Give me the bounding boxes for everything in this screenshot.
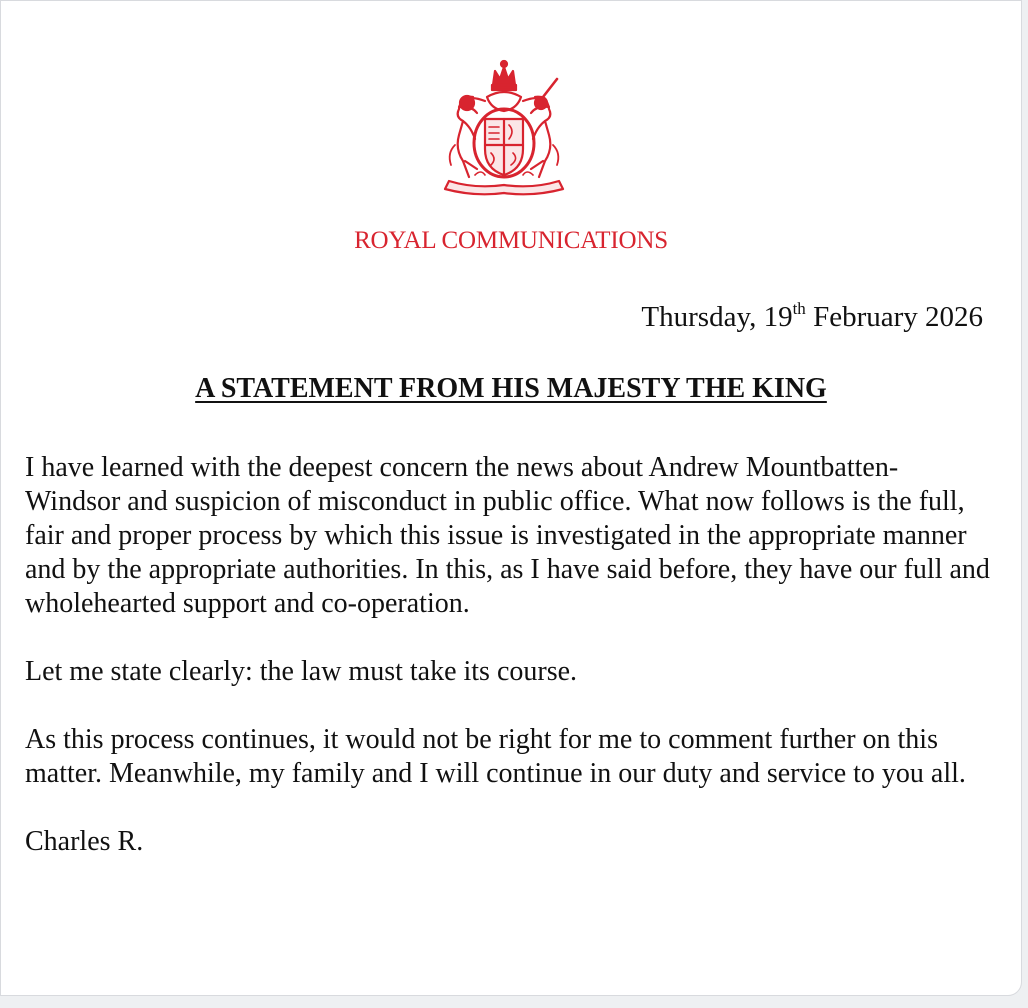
signature: Charles R. <box>25 826 144 857</box>
royal-coat-of-arms-icon <box>425 57 583 197</box>
statement-title-text: A STATEMENT FROM HIS MAJESTY THE KING <box>195 373 827 404</box>
date-month-year: February 2026 <box>805 301 983 333</box>
date-ordinal-suffix: th <box>792 299 806 318</box>
date-day: Thursday, 19 <box>641 301 793 333</box>
statement-title <box>1 373 1021 405</box>
paragraph: I have learned with the deepest concern the news about Andrew Mountbatten-Windsor and suspicion of misconduct in public office. What now follows is the full, fair and proper process by which this issue is investigated in the appropriate manner and by the appropriate authorities. In this, as I have said before, they have our full and wholehearted support and co-operation. <box>25 452 990 619</box>
statement-date <box>641 301 983 334</box>
paragraph: As this process continues, it would not be right for me to comment further on this matter. Meanwhile, my family and I will continue in our duty and service to you all. <box>25 724 966 789</box>
paragraph: Let me state clearly: the law must take its course. <box>25 656 578 687</box>
organization-name: ROYAL COMMUNICATIONS <box>354 227 668 254</box>
statement-body <box>25 451 993 893</box>
